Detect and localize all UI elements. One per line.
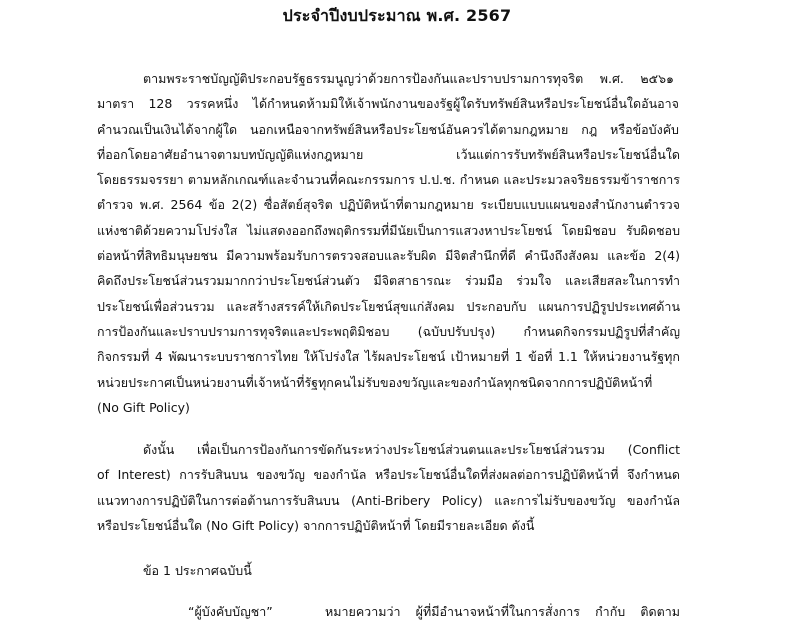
paragraph-1-line-1: ตามพระราชบัญญัติประกอบรัฐธรรมนูญว่าด้วยการป้องกันและปราบปรามการทุจริต พ.ศ. ๒๕๖๑ (143, 71, 674, 86)
paragraph-2-line-3: แนวทางการปฏิบัติในการต่อต้านการรับสินบน (Anti-Bribery Policy) และการไม่รับของขวัญ ของกำนัล (97, 493, 680, 508)
paragraph-2-line-2: of Interest) การรับสินบน ของขวัญ ของกำนัล หรือประโยชน์อื่นใดที่ส่งผลต่อการปฏิบัติหน้าที่ จึงกำหนด (97, 467, 680, 482)
paragraph-1-line-10: ประโยชน์เพื่อส่วนรวม และสร้างสรรค์ให้เกิดประโยชน์สุขแก่สังคม ประกอบกับ แผนการปฏิรูปประเทศด้าน (97, 299, 680, 314)
paragraph-1-line-13: หน่วยประกาศเป็นหน่วยงานที่เจ้าหน้าที่รัฐทุกคนไม่รับของขวัญและของกำนัลทุกชนิดจากการปฏิบัติหน้าที่ (97, 375, 653, 390)
paragraph-1-line-9: คิดถึงประโยชน์ส่วนรวมมากกว่าประโยชน์ส่วนตัว มีจิตสาธารณะ ร่วมมือ ร่วมใจ และเสียสละในการทำ (97, 273, 680, 288)
definition-term: “ผู้บังคับบัญชา” (188, 604, 273, 619)
paragraph-1-line-5: โดยธรรมจรรยา ตามหลักเกณฑ์และจำนวนที่คณะกรรมการ ป.ป.ช. กำหนด และประมวลจริยธรรมข้าราชการ (97, 172, 680, 187)
paragraph-1-line-7: แห่งชาติด้วยความโปร่งใส ไม่แสดงออกถึงพฤติกรรมที่มีนัยเป็นการแสวงหาประโยชน์ โดยมิชอบ รับผิดชอบ (97, 223, 680, 238)
paragraph-1-line-3: คำนวณเป็นเงินได้จากผู้ใด นอกเหนือจากทรัพย์สินหรือประโยชน์อันควรได้ตามกฎหมาย กฎ หรือข้อบังคับ (97, 122, 679, 137)
document-heading: ประจำปีงบประมาณ พ.ศ. 2567 (282, 6, 512, 25)
paragraph-1-line-14: (No Gift Policy) (97, 400, 190, 415)
paragraph-1-line-11: การป้องกันและปราบปรามการทุจริตและประพฤติมิชอบ (ฉบับปรับปรุง) กำหนดกิจกรรมปฏิรูปที่สำคัญ (97, 324, 680, 339)
paragraph-2-line-4: หรือประโยชน์อื่นใด (No Gift Policy) จากการปฏิบัติหน้าที่ โดยมีรายละเอียด ดังนี้ (97, 518, 535, 533)
paragraph-1-line-12: กิจกรรมที่ 4 พัฒนาระบบราชการไทย ให้โปร่งใส ไร้ผลประโยชน์ เป้าหมายที่ 1 ข้อที่ 1.1 ให้หน่วยงานรัฐทุก (97, 349, 680, 364)
paragraph-1-line-8: ต่อหน้าที่สิทธิมนุษยชน มีความพร้อมรับการตรวจสอบและรับผิด มีจิตสำนึกที่ดี คำนึงถึงสังคม และข้อ 2(4) (97, 248, 680, 263)
paragraph-1-line-6: ตำรวจ พ.ศ. 2564 ข้อ 2(2) ซื่อสัตย์สุจริต ปฏิบัติหน้าที่ตามกฎหมาย ระเบียบแบบแผนของสำนักงานตำรวจ (97, 197, 680, 212)
paragraph-1-line-2: มาตรา 128 วรรคหนึ่ง ได้กำหนดห้ามมิให้เจ้าพนักงานของรัฐผู้ใดรับทรัพย์สินหรือประโยชน์อื่นใดอันอาจ (97, 96, 679, 111)
paragraph-2-line-1: ดังนั้น เพื่อเป็นการป้องกันการขัดกันระหว่างประโยชน์ส่วนตนและประโยชน์ส่วนรวม (Conflict (143, 442, 680, 457)
clause-1-heading: ข้อ 1 ประกาศฉบับนี้ (143, 563, 252, 578)
paragraph-1-line-4: ที่ออกโดยอาศัยอำนาจตามบทบัญญัติแห่งกฎหมาย เว้นแต่การรับทรัพย์สินหรือประโยชน์อื่นใด (97, 147, 680, 162)
definition-text: หมายความว่า ผู้ที่มีอำนาจหน้าที่ในการสั่งการ กำกับ ติดตาม (325, 604, 680, 619)
